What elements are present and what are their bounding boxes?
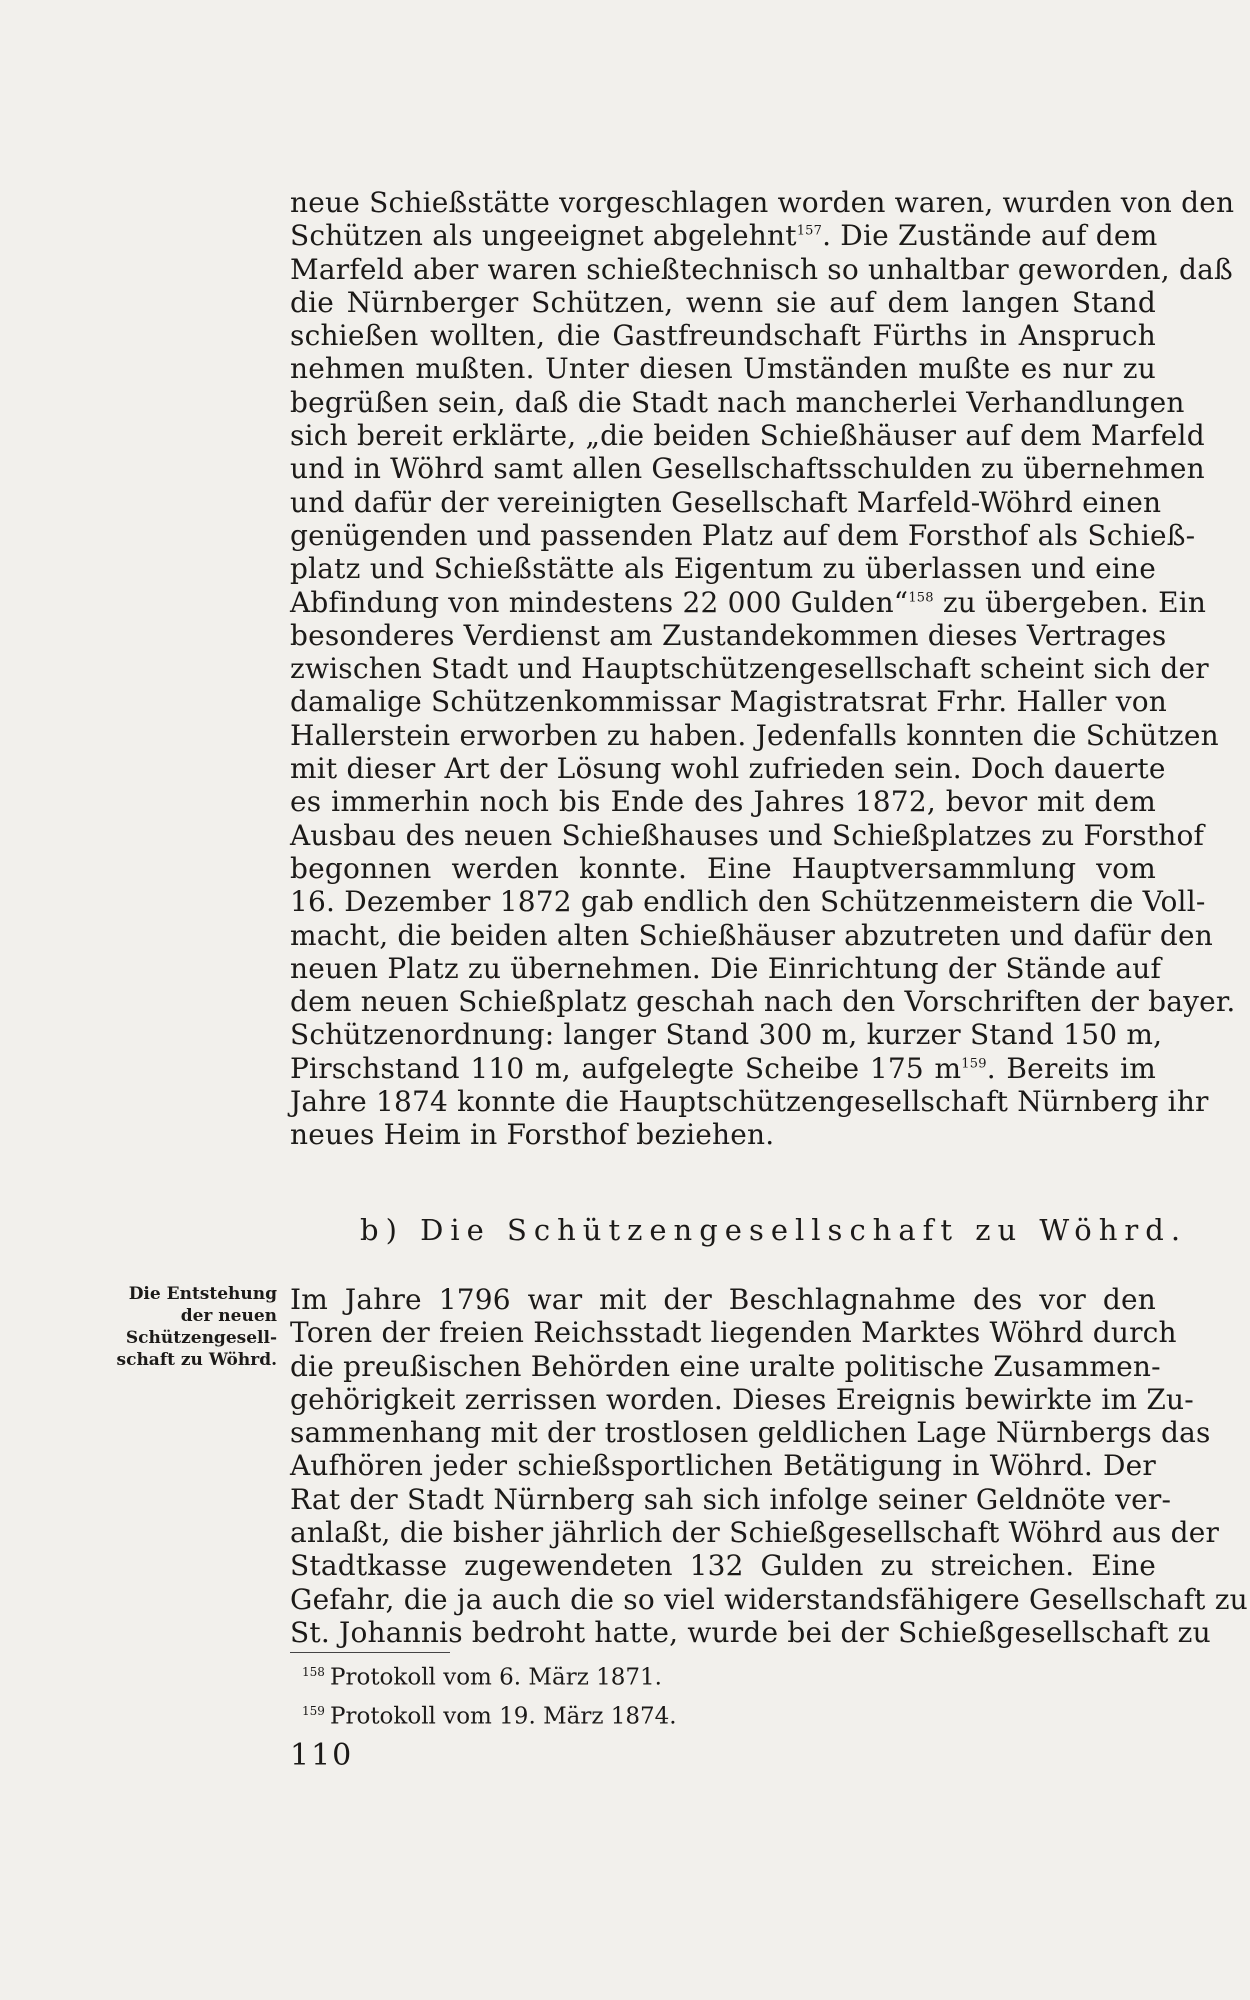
footnote-ref: 157 [796, 223, 823, 239]
footnote-number: 158 [302, 1665, 325, 1679]
footnotes [302, 1656, 1030, 1733]
text-line: sich bereit erklärte, „die beiden Schießhäuser auf dem Marfeld [290, 419, 1205, 453]
margin-note [92, 1283, 277, 1371]
section-1-text [290, 186, 1236, 1152]
section-2-text [290, 1283, 1248, 1649]
text-line: begonnen werden konnte. Eine Hauptversammlung vom [290, 851, 1156, 885]
footnote-ref: 159 [961, 1056, 987, 1072]
text-line: Schützenordnung: langer Stand 300 m, kurzer Stand 150 m, [290, 1018, 1163, 1052]
text-line: Toren der freien Reichsstadt liegenden Marktes Wöhrd durch [290, 1316, 1177, 1350]
text-line: und dafür der vereinigten Gesellschaft Marfeld-Wöhrd einen [290, 485, 1162, 519]
text-line: anlaßt, die bisher jährlich der Schießgesellschaft Wöhrd aus der [290, 1516, 1220, 1550]
text-line: gehörigkeit zerrissen worden. Dieses Ereignis bewirkte im Zu- [290, 1382, 1194, 1416]
text-line: neuen Platz zu übernehmen. Die Einrichtung der Stände auf [290, 951, 1162, 985]
text-line: begrüßen sein, daß die Stadt nach mancherlei Verhandlungen [290, 385, 1185, 419]
footnote-ref: 158 [908, 590, 934, 606]
text-line: sammenhang mit der trostlosen geldlichen Lage Nürnbergs das [290, 1416, 1211, 1450]
text-line: 16. Dezember 1872 gab endlich den Schützenmeistern die Voll- [290, 885, 1206, 919]
text-line: Gefahr, die ja auch die so viel widerstandsfähigere Gesellschaft zu [290, 1582, 1248, 1616]
text-line: besonderes Verdienst am Zustandekommen dieses Vertrages [290, 618, 1167, 652]
margin-note-line: Schützengesell- [125, 1328, 277, 1348]
footnote [302, 1656, 1030, 1695]
text-line: St. Johannis bedroht hatte, wurde bei der Schießgesellschaft zu [290, 1615, 1211, 1649]
text-line: damalige Schützenkommissar Magistratsrat Frhr. Haller von [290, 685, 1168, 719]
text-line: Pirschstand 110 m, aufgelegte Scheibe 175 $m^{159}$. Bereits im [290, 1051, 1156, 1085]
text-line: Stadtkasse zugewendeten 132 Gulden zu streichen. Eine [290, 1549, 1156, 1583]
text-line: die preußischen Behörden eine uralte politische Zusammen- [290, 1349, 1161, 1383]
margin-note-line: der neuen [180, 1306, 277, 1326]
text-line: macht, die beiden alten Schießhäuser abzutreten und dafür den [290, 918, 1214, 952]
text-line: es immerhin noch bis Ende des Jahres 1872, bevor mit dem [290, 785, 1156, 819]
text-line: platz und Schießstätte als Eigentum zu überlassen und eine [290, 552, 1156, 586]
text-line: neues Heim in Forsthof beziehen. [290, 1118, 775, 1152]
margin-note-line: schaft zu Wöhrd. [116, 1350, 277, 1370]
text-line: mit dieser Art der Lösung wohl zufrieden sein. Doch dauerte [290, 752, 1166, 786]
section-heading: b) Die Schützengesellschaft zu Wöhrd. [360, 1213, 1188, 1247]
text-line: Marfeld aber waren schießtechnisch so unhaltbar geworden, daß [290, 252, 1233, 286]
text-line: Hallerstein erworben zu haben. Jedenfalls konnten die Schützen [290, 718, 1219, 752]
page-number: 110 [290, 1738, 354, 1773]
footnote-text: Protokoll vom 6. März 1871. [330, 1664, 662, 1691]
footnote [302, 1695, 1030, 1734]
text-line: Schützen als ungeeignet abgelehnt$^{157}$. Die Zustände auf dem [290, 219, 1158, 253]
text-line: Abfindung von mindestens 22 000 Gulden“$^{158}$ zu übergeben. Ein [290, 585, 1207, 619]
text-line: Im Jahre 1796 war mit der Beschlagnahme des vor den [290, 1283, 1156, 1316]
text-line: genügenden und passenden Platz auf dem Forsthof als Schieß- [290, 518, 1196, 552]
text-line: Aufhören jeder schießsportlichen Betätigung in Wöhrd. Der [290, 1449, 1156, 1483]
footnote-divider [290, 1652, 450, 1653]
text-line: Rat der Stadt Nürnberg sah sich infolge seiner Geldnöte ver- [290, 1482, 1172, 1516]
footnote-number: 159 [302, 1703, 325, 1718]
text-line: zwischen Stadt und Hauptschützengesellschaft scheint sich der [290, 652, 1209, 686]
margin-note-line: Die Entstehung [128, 1284, 277, 1304]
text-line: Jahre 1874 konnte die Hauptschützengesellschaft Nürnberg ihr [290, 1085, 1209, 1119]
text-line: neue Schießstätte vorgeschlagen worden waren, wurden von den [290, 186, 1235, 219]
footnote-text: Protokoll vom 19. März 1874. [330, 1703, 677, 1730]
text-line: schießen wollten, die Gastfreundschaft Fürths in Anspruch [290, 319, 1156, 353]
text-line: die Nürnberger Schützen, wenn sie auf dem langen Stand [290, 285, 1156, 319]
text-line: und in Wöhrd samt allen Gesellschaftsschulden zu übernehmen [290, 452, 1205, 486]
text-line: nehmen mußten. Unter diesen Umständen mußte es nur zu [290, 352, 1156, 386]
text-line: Ausbau des neuen Schießhauses und Schießplatzes zu Forsthof [290, 818, 1205, 852]
text-line: dem neuen Schießplatz geschah nach den Vorschriften der bayer. [290, 985, 1236, 1019]
